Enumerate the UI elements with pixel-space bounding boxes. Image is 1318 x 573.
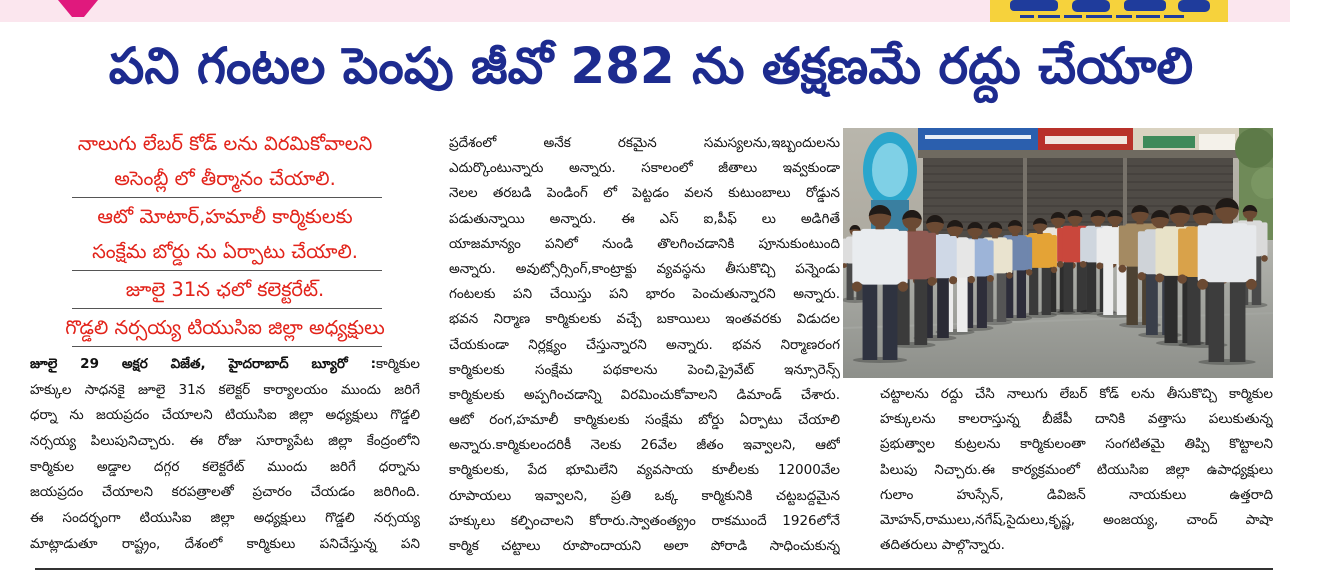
body-line: ధర్నా ను జయప్రదం చేయాలని టియుసిఐ జిల్లా అధ్యక్షులు గొడ్డలి <box>30 407 420 424</box>
body-line: హక్కుల సాధనకై జూలై 31న కలెక్టర్ కార్యాలయం ముందు జరిగే <box>30 381 420 398</box>
body-line: కార్మిక చట్టాలు రూపొందాయని అలా పోరాడి సాధించుకున్న <box>449 538 840 554</box>
highlight-line: సంక్షేమ బోర్డు ను ఏర్పాటు చేయాలి. <box>92 240 358 263</box>
body-text: కార్మికుల <box>376 356 420 372</box>
highlight-line: జూలై 31న ఛలో కలెక్టరేట్. <box>125 278 325 301</box>
body-line: ప్రభుత్వాల కుట్రలను కార్మికులంతా సంగటితమై తిప్పి కొట్టాలని <box>880 436 1273 453</box>
dateline-line <box>30 352 420 378</box>
article-column-right <box>880 382 1273 558</box>
body-line: యాజమాన్యం పనిలో నుండి తొలగించడానికి పూనుకుంటుంది <box>449 235 840 252</box>
body-line: ఈ సందర్భంగా టియుసిఐ జిల్లా అధ్యక్షులు గొడ్డలి నర్సయ్య <box>30 510 420 527</box>
body-line: హక్కులను కాలరాస్తున్న బీజేపీ దానికి వత్తాసు పలుకుతున్న <box>880 411 1273 428</box>
body-line: పడుతున్నాయి అన్నారు. ఈ ఎస్ ఐ,పీఫ్ లు అడిగితే <box>449 210 840 227</box>
body-line: కార్మికులకు అప్పగించడాన్ని విరమించుకోవాలని డిమాండ్ చేశారు. <box>449 386 840 403</box>
body-line: ఎదుర్కొంటున్నారు అన్నారు. సకాలంలో జీతాలు ఇవ్వకుండా <box>449 160 840 177</box>
body-line: జయప్రదం చేయాలని కరపత్రాలతో ప్రచారం చేయడం జరిగింది. <box>30 484 420 501</box>
article-column-left <box>30 352 420 558</box>
highlight-line: నాలుగు లేబర్ కోడ్ లను విరమికోవాలని <box>77 132 373 155</box>
body-line: నెలల తరబడి పెండింగ్ లో పెట్టడం వలన కుటుంబాలు రోడ్డున <box>449 185 840 202</box>
highlight-divider <box>72 270 382 271</box>
highlight-divider <box>72 197 382 198</box>
body-line: చేయకుండా నిర్లక్ష్యం చేస్తున్నారని అన్నారు. భవన నిర్మాణరంగ <box>449 336 840 353</box>
body-line: నర్సయ్య పిలుపునిచ్చారు. ఈ రోజు సూర్యాపేట జిల్లా కేంద్రంలోని <box>30 433 420 450</box>
body-line: ప్రదేశంలో అనేక రకమైన సమస్యలను,ఇబ్బందులను <box>449 135 840 151</box>
article-column-middle <box>449 131 840 559</box>
body-line: కార్మికులకు సంక్షేమ పథకాలను పెంచి,ప్రైవేట్ ఇన్సూరెన్స్ <box>449 361 840 378</box>
body-line: భవన నిర్మాణ కార్మికులకు వచ్చే బకాయిలు ఇంతవరకు విడుదల <box>449 311 840 328</box>
highlight-line: అసెంబ్లీ లో తీర్మానం చేయాలి. <box>114 167 336 190</box>
body-line: అన్నారు. అవుట్సోర్సింగ్,కాంట్రాక్టు వ్యవస్థను తీసుకొచ్చి పన్నెండు <box>449 260 840 277</box>
body-line: రూపాయలు ఇవ్వాలని, ప్రతి ఒక్క కార్మికునికి చట్టబద్దమైన <box>449 487 840 504</box>
body-line: పిలుపు నిచ్చారు.ఈ కార్యక్రమంలో టియుసిఐ జిల్లా ఉపాధ్యక్షులు <box>880 461 1273 478</box>
body-line: గంటలకు పని చేయిస్తు పని భారం పెంచుతున్నారని అన్నారు. <box>449 286 840 303</box>
body-line: మాట్లాడుతూ రాష్ట్రం, దేశంలో కార్మికులు పనిచేస్తున్న పని <box>30 535 420 552</box>
body-line: అన్నారు.కార్మికులందరికీ నెలకు 26వేల జీతం ఇవ్వాలని, ఆటో <box>449 437 840 454</box>
bottom-divider <box>35 568 1273 570</box>
highlight-box <box>30 126 420 348</box>
dateline: జూలై 29 అక్షర విజేత, హైదరాబాద్ బ్యూరో : <box>30 356 376 372</box>
body-line: చట్టాలను రద్దు చేసి నాలుగు లేబర్ కోడ్ లను తీసుకొచ్చి కార్మికుల <box>880 386 1273 402</box>
body-line: గులాం హుస్సేన్, డివిజన్ నాయకులు ఉత్తరాది <box>880 486 1273 503</box>
body-line: హక్కులు కల్పించాలని కోరారు.స్వాతంత్య్రం రాకముందే 1926లోనే <box>449 512 840 529</box>
banner-accent-shape <box>0 0 120 22</box>
body-line: కార్మికుల అడ్డాల దగ్గర కలెక్టరేట్ ముందు జరిగే ధర్నాను <box>30 458 420 475</box>
body-line: ఆటో రంగ,హమాలీ కార్మికులకు సంక్షేమ బోర్డు ఏర్పాటు చేయాలి <box>449 412 840 429</box>
highlight-divider <box>72 308 382 309</box>
body-line: కార్మికులకు, పేద భూమిలేని వ్యవసాయ కూలీలకు 12000వేల <box>449 462 840 479</box>
highlight-line: ఆటో మోటార్,హమాలీ కార్మికులకు <box>97 205 353 228</box>
highlight-line: గొడ్డలి నర్సయ్య టియుసిఐ జిల్లా అధ్యక్షులు <box>65 316 385 339</box>
highlight-divider <box>72 346 382 347</box>
body-line: మోహన్,రాములు,నగేష్,సైదులు,కృష్ణ, అంజయ్య, చాంద్ పాషా <box>880 511 1273 528</box>
body-line: తదితరులు పాల్గొన్నారు. <box>880 537 1005 554</box>
headline: పని గంటల పెంపు జీవో 282 ను తక్షణమే రద్దు చేయాలి <box>108 37 1194 95</box>
news-photo <box>843 128 1273 378</box>
group-photo-illustration <box>843 128 1273 378</box>
newspaper-logo <box>990 0 1228 22</box>
